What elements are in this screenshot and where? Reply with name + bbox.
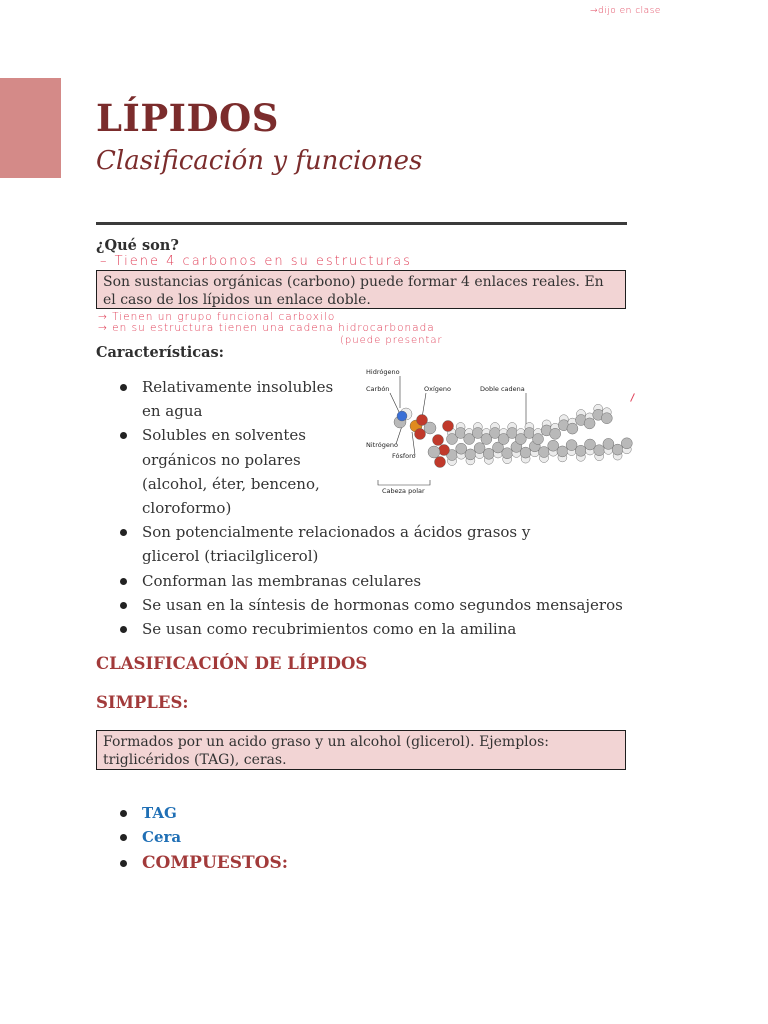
carbon-atom (465, 449, 476, 460)
que-son-heading: ¿Qué son? (96, 237, 179, 254)
carbon-atom (567, 423, 578, 434)
list-item-compuestos (96, 851, 596, 875)
side-accent-block (0, 78, 61, 178)
nitrogen-atom (397, 411, 407, 421)
caracteristicas-heading: Características: (96, 344, 224, 361)
oxygen-atom (415, 429, 426, 440)
oxygen-atom (435, 457, 446, 468)
carbon-atom (575, 445, 586, 456)
simples-heading: SIMPLES: (96, 693, 189, 712)
carbon-atom (539, 447, 550, 458)
list-item-cera (96, 825, 596, 849)
simples-examples-list (96, 801, 596, 876)
label-oxigeno: Oxígeno (424, 385, 451, 393)
carbon-atom (601, 413, 612, 424)
label-carbon: Carbón (366, 385, 390, 393)
label-doble-cadena: Doble cadena (480, 385, 525, 393)
label-hidrogeno: Hidrógeno (366, 368, 400, 376)
example-cera: Cera (142, 828, 182, 847)
list-item-tag (96, 801, 596, 825)
list-item: Solubles en solventes orgánicos no polares (alcohol, éter, benceno, cloroformo) (96, 423, 322, 520)
list-item: Conforman las membranas celulares (96, 569, 656, 593)
label-cabeza-polar: Cabeza polar (382, 487, 425, 495)
label-fosforo: Fósforo (392, 452, 416, 460)
label-nitrogeno: Nitrógeno (366, 441, 398, 449)
oxygen-atom (439, 445, 450, 456)
clasificacion-heading: CLASIFICACIÓN DE LÍPIDOS (96, 654, 368, 673)
compuestos-heading: COMPUESTOS: (142, 853, 289, 874)
hand-note-cadena: → en su estructura tienen una cadena hidrocarbonada (98, 322, 435, 334)
carbon-atom (424, 422, 436, 434)
oxygen-atom (433, 435, 444, 446)
carbon-atom (621, 438, 632, 449)
list-item: Se usan en la síntesis de hormonas como segundos mensajeros (96, 593, 656, 617)
hand-note-presentar: (puede presentar (340, 335, 443, 346)
list-item: Se usan como recubrimientos como en la amilina (96, 617, 656, 641)
margin-note: →dijo en clase (590, 6, 661, 16)
molecule-atoms (394, 404, 632, 467)
carbon-atom (502, 448, 513, 459)
carbon-atom (520, 447, 531, 458)
carbon-atom (428, 446, 440, 458)
carbon-atom (550, 428, 561, 439)
carbon-atom (594, 445, 605, 456)
title-divider (96, 222, 627, 225)
simples-box: Formados por un acido graso y un alcohol (glicerol). Ejemplos: triglicéridos (TAG), ceras. (96, 730, 626, 770)
phospholipid-figure (360, 364, 640, 498)
carbon-atom (483, 448, 494, 459)
oxygen-atom (443, 421, 454, 432)
hand-note-carbonos: – Tiene 4 carbonos en su estructuras (100, 254, 412, 269)
hand-note-carboxilo: → Tienen un grupo funcional carboxilo (98, 311, 336, 323)
carbon-atom (557, 446, 568, 457)
carbon-atom (533, 434, 544, 445)
list-item: Relativamente insolubles en agua (96, 375, 352, 423)
example-tag: TAG (142, 804, 177, 822)
list-item: Son potencialmente relacionados a ácidos grasos y glicerol (triacilglicerol) (96, 520, 582, 568)
page-subtitle: Clasificación y funciones (96, 146, 423, 176)
que-son-box: Son sustancias orgánicas (carbono) puede formar 4 enlaces reales. En el caso de los lípidos un enlace doble. (96, 270, 626, 309)
page-title: LÍPIDOS (96, 96, 279, 140)
carbon-atom (612, 444, 623, 455)
carbon-atom (584, 418, 595, 429)
